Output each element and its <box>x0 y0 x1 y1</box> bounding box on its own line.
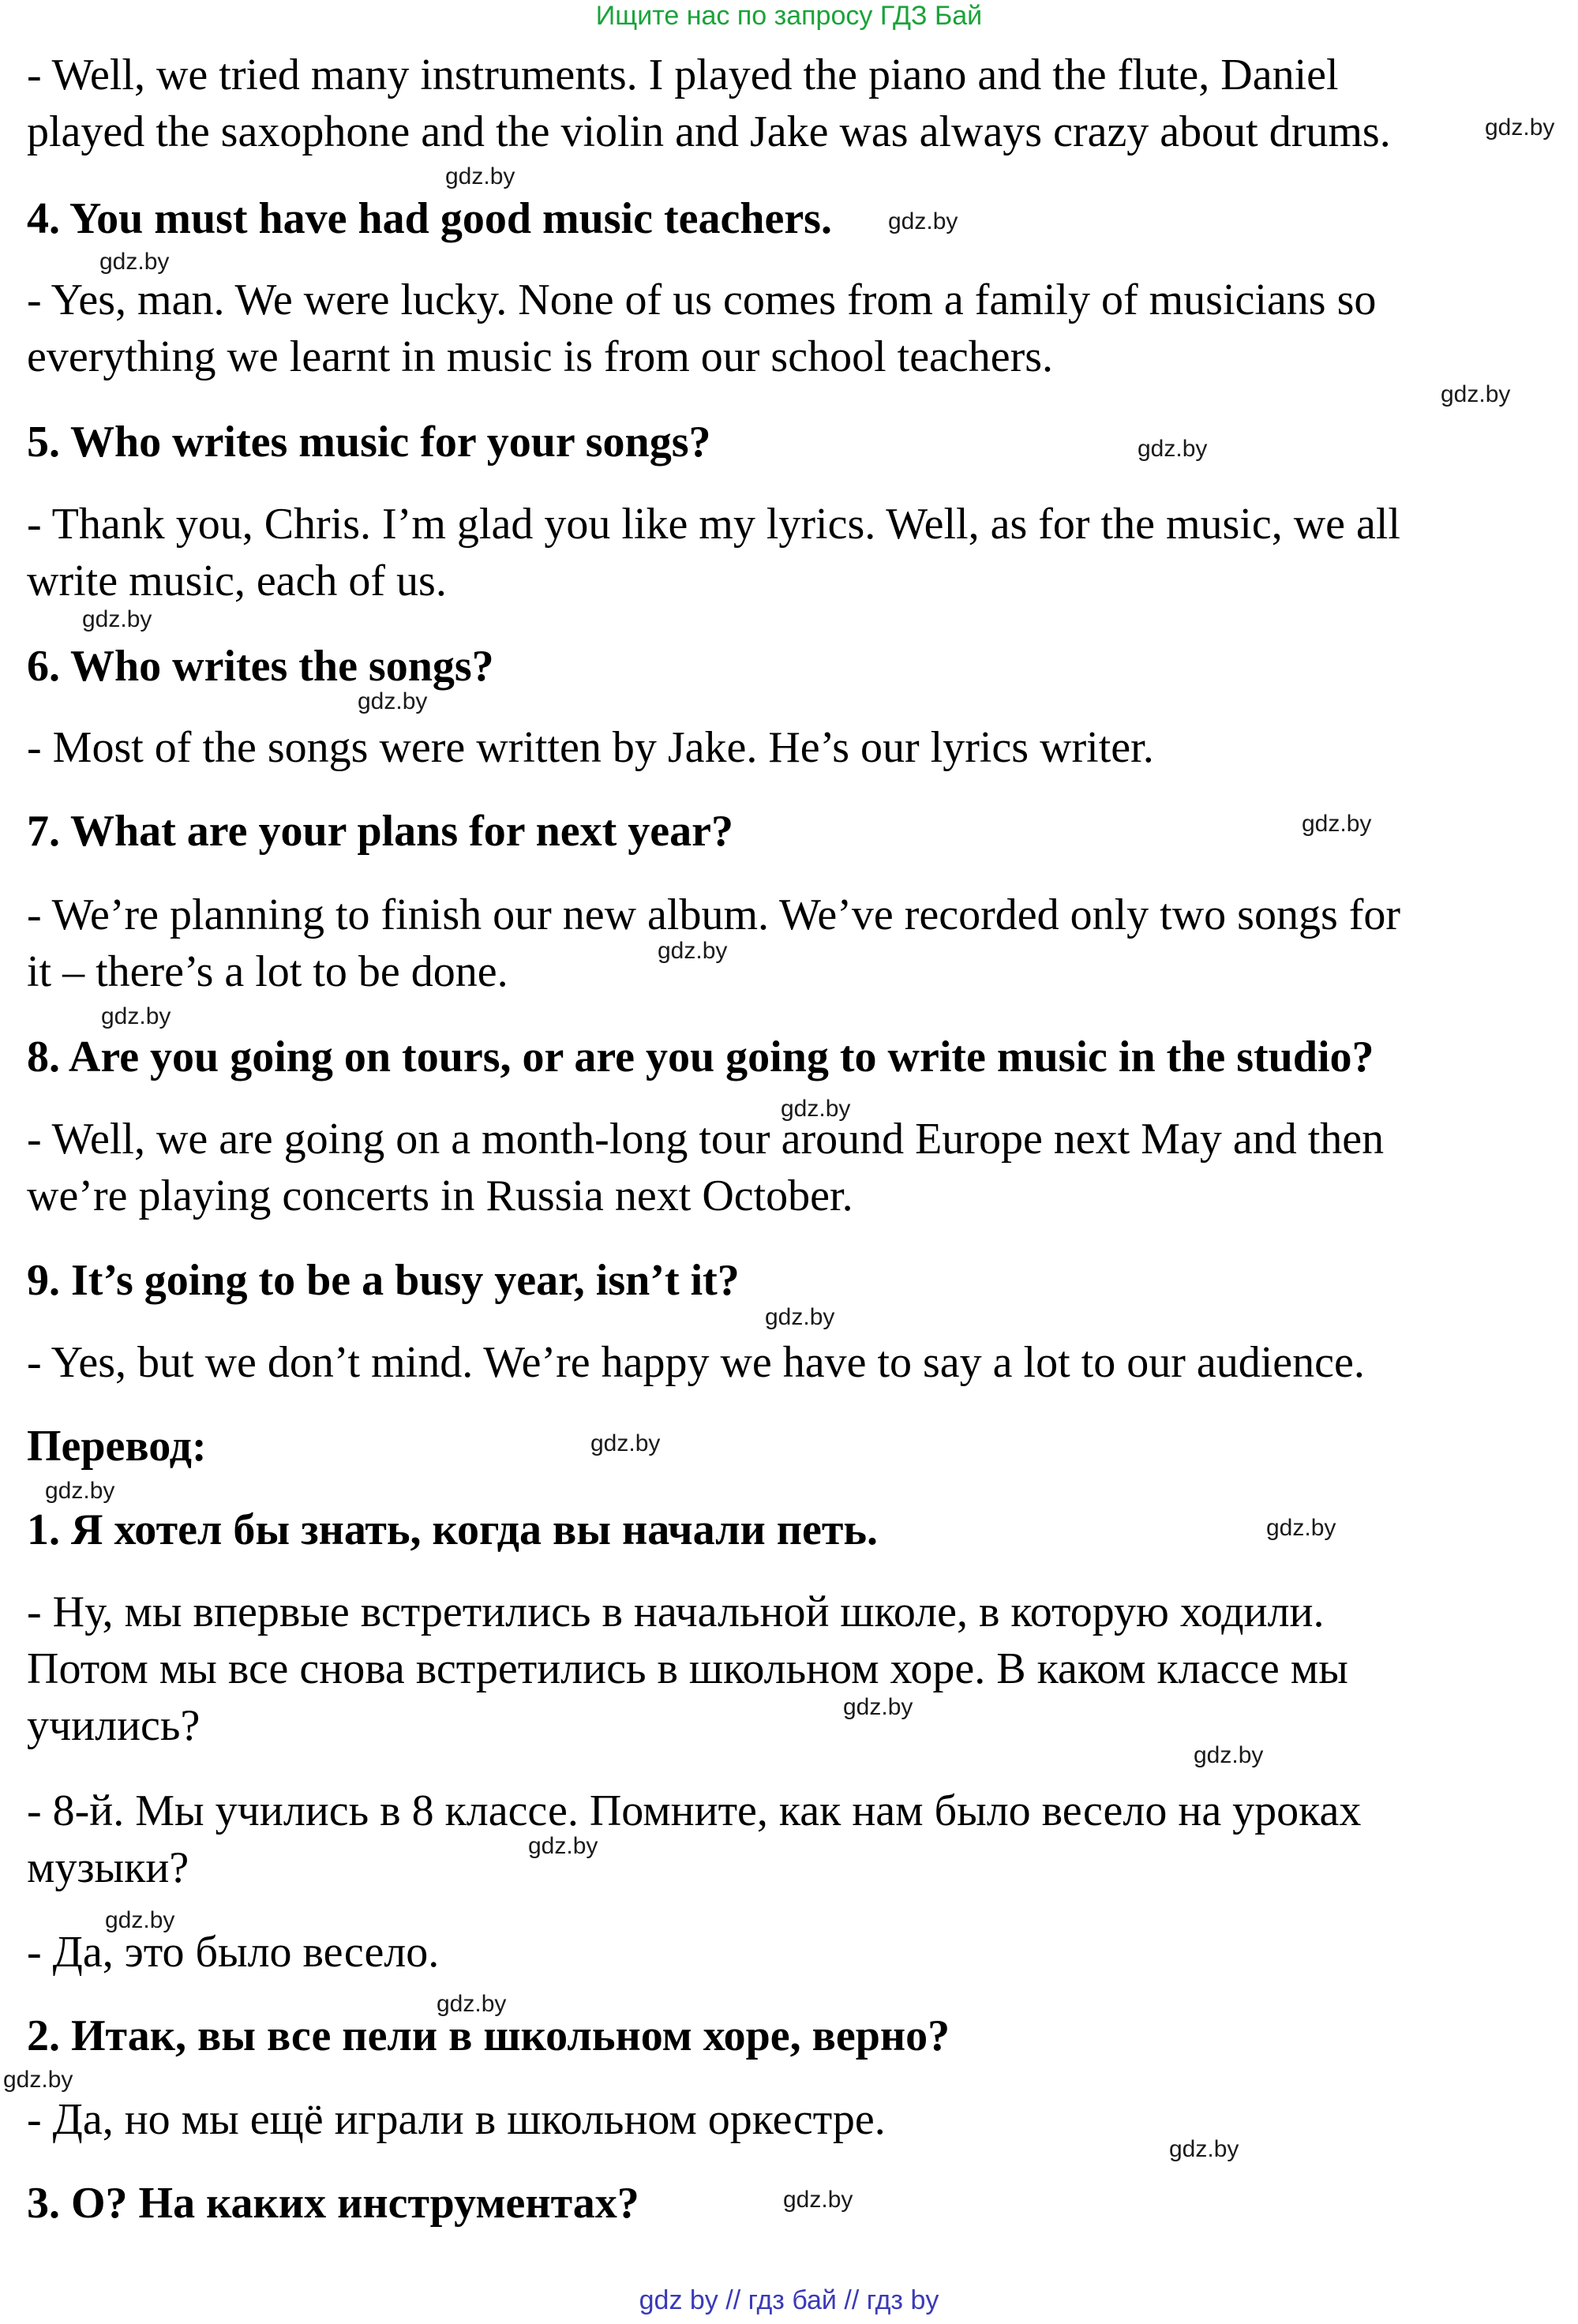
ru-answer-2: - Да, но мы ещё играли в школьном оркестре. <box>27 2095 886 2144</box>
watermark: gdz.by <box>658 938 728 964</box>
watermark: gdz.by <box>1302 811 1372 837</box>
text-line: we’re playing concerts in Russia next October. <box>27 1171 853 1220</box>
footer-links[interactable]: gdz by // гдз бай // гдз by <box>639 2285 939 2315</box>
watermark: gdz.by <box>3 2067 73 2093</box>
header-banner[interactable]: Ищите нас по запросу ГДЗ Бай <box>595 1 983 31</box>
text-line: - 8-й. Мы учились в 8 классе. Помните, как нам было весело на уроках <box>27 1786 1362 1835</box>
watermark: gdz.by <box>358 688 428 714</box>
answer-9: - Yes, but we don’t mind. We’re happy we have to say a lot to our audience. <box>27 1338 1365 1387</box>
question-9: 9. It’s going to be a busy year, isn’t it? <box>27 1256 740 1305</box>
question-4: 4. You must have had good music teachers. <box>27 194 832 243</box>
ru-question-2: 2. Итак, вы все пели в школьном хоре, верно? <box>27 2011 950 2060</box>
text-line: it – there’s a lot to be done. <box>27 947 508 996</box>
text-line: write music, each of us. <box>27 557 447 605</box>
text-line: everything we learnt in music is from our school teachers. <box>27 332 1054 381</box>
watermark: gdz.by <box>765 1304 835 1330</box>
answer-8 <box>27 1111 1495 1224</box>
text-line: - We’re planning to finish our new album. We’ve recorded only two songs for <box>27 890 1401 939</box>
ru-question-1: 1. Я хотел бы знать, когда вы начали петь. <box>27 1505 878 1554</box>
text-line: - Well, we are going on a month-long tour around Europe next May and then <box>27 1115 1385 1164</box>
watermark: gdz.by <box>45 1478 115 1504</box>
watermark: gdz.by <box>445 163 515 189</box>
text-line: played the saxophone and the violin and Jake was always crazy about drums. <box>27 107 1391 156</box>
watermark: gdz.by <box>99 249 170 275</box>
question-7: 7. What are your plans for next year? <box>27 807 733 856</box>
watermark: gdz.by <box>82 606 152 632</box>
watermark: gdz.by <box>843 1694 913 1720</box>
ru-question-3: 3. О? На каких инструментах? <box>27 2179 639 2228</box>
watermark: gdz.by <box>888 208 958 234</box>
watermark: gdz.by <box>1138 436 1208 462</box>
watermark: gdz.by <box>1169 2136 1239 2162</box>
question-6: 6. Who writes the songs? <box>27 642 494 691</box>
text-line: - Ну, мы впервые встретились в начальной школе, в которую ходили. <box>27 1587 1325 1636</box>
watermark: gdz.by <box>1266 1515 1336 1541</box>
text-line: учились? <box>27 1701 201 1750</box>
text-line: музыки? <box>27 1843 189 1892</box>
question-8: 8. Are you going on tours, or are you going to write music in the studio? <box>27 1033 1374 1081</box>
answer-5 <box>27 496 1495 609</box>
ru-answer-1b <box>27 1782 1495 1896</box>
answer-7 <box>27 886 1495 1000</box>
text-line: - Well, we tried many instruments. I played the piano and the flute, Daniel <box>27 51 1339 99</box>
text-line: - Yes, man. We were lucky. None of us comes from a family of musicians so <box>27 276 1377 324</box>
answer-4 <box>27 272 1495 385</box>
watermark: gdz.by <box>781 1096 851 1122</box>
watermark: gdz.by <box>528 1833 598 1859</box>
ru-answer-1c: - Да, это было весело. <box>27 1928 440 1977</box>
watermark: gdz.by <box>590 1430 661 1456</box>
watermark: gdz.by <box>105 1907 175 1933</box>
watermark: gdz.by <box>101 1003 171 1029</box>
ru-answer-1 <box>27 1584 1495 1754</box>
watermark: gdz.by <box>437 1991 507 2017</box>
text-line: Потом мы все снова встретились в школьном хоре. В каком классе мы <box>27 1644 1348 1693</box>
watermark: gdz.by <box>1194 1742 1264 1768</box>
watermark: gdz.by <box>1485 114 1555 141</box>
watermark: gdz.by <box>1441 381 1511 407</box>
translation-heading: Перевод: <box>27 1422 207 1471</box>
answer-6: - Most of the songs were written by Jake. He’s our lyrics writer. <box>27 723 1154 772</box>
text-line: - Thank you, Chris. I’m glad you like my lyrics. Well, as for the music, we all <box>27 500 1400 549</box>
question-5: 5. Who writes music for your songs? <box>27 418 711 467</box>
answer-3 <box>27 47 1495 160</box>
watermark: gdz.by <box>783 2187 853 2213</box>
